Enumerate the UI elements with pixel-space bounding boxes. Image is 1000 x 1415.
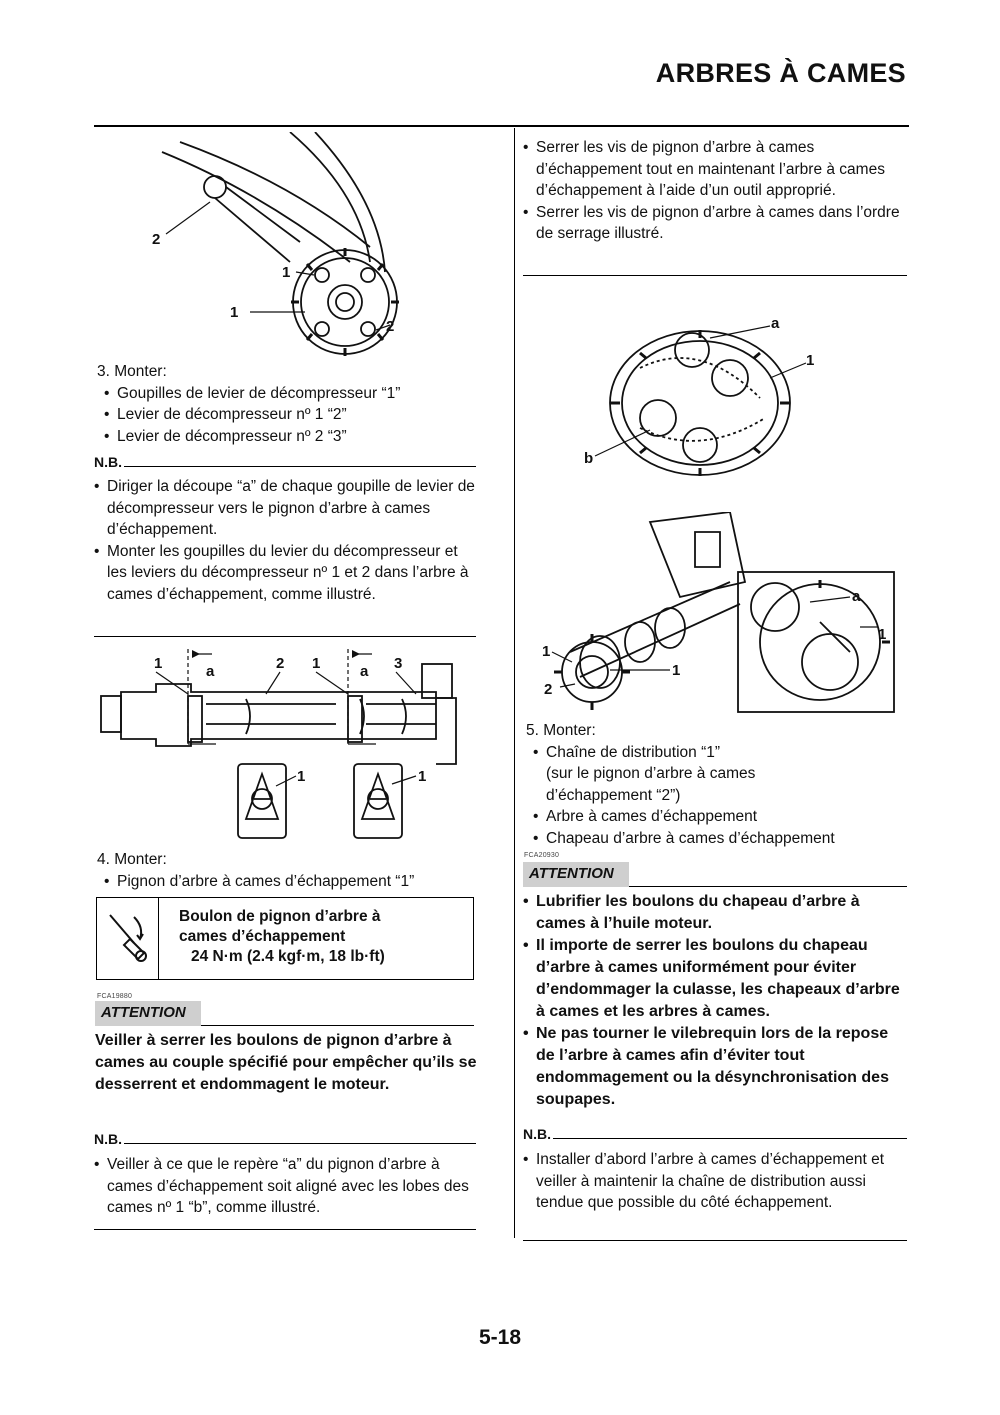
callout-2: 2 <box>276 655 285 672</box>
list-item-detail: d’échappement “2”) <box>546 786 681 804</box>
torque-value: 24 N·m (2.4 kgf·m, 18 lb·ft) <box>191 948 385 965</box>
figure-decompressor-sprocket <box>140 132 460 362</box>
list-item: • Ne pas tourner le vilebrequin lors de la repose de l’arbre à cames afin d’éviter tout endommagement ou la désynchronisation des soupapes. <box>523 1023 907 1111</box>
callout-3: 3 <box>394 655 403 672</box>
callout-1: 1 <box>230 304 239 321</box>
callout-1: 1 <box>806 352 815 369</box>
nb-end-rule <box>94 1229 476 1230</box>
nb-end-rule <box>523 1240 907 1241</box>
nb-list <box>94 1154 476 1219</box>
nb-end-rule <box>94 636 476 637</box>
callout-1: 1 <box>672 662 681 679</box>
torque-label: cames d’échappement <box>179 928 346 945</box>
callout-1: 1 <box>154 655 163 672</box>
callout-1: 1 <box>297 768 306 785</box>
attention-text: Veiller à serrer les boulons de pignon d’arbre à cames au couple spécifié pour empêcher qu’ils se desserrent et endommagent le moteur. <box>95 1032 477 1093</box>
step-5 <box>523 720 907 850</box>
torque-wrench-icon <box>97 898 159 979</box>
step-4-heading: 4. Monter: <box>97 851 167 868</box>
attention-badge: ATTENTION <box>95 1001 201 1026</box>
column-divider <box>514 128 515 1238</box>
callout-a: a <box>206 663 215 680</box>
list-item: • Levier de décompresseur nº 2 “3” <box>104 426 474 448</box>
callout-2: 2 <box>544 681 553 698</box>
list-item: • Il importe de serrer les boulons du chapeau d’arbre à cames uniformément pour éviter d’endommager la culasse, les chapeaux d’arbre à cames et les arbres à cames. <box>523 935 907 1023</box>
attention-code: FCA20930 <box>524 852 560 859</box>
page-title: ARBRES À CAMES <box>655 58 906 88</box>
nb-list <box>94 476 476 606</box>
callout-a: a <box>771 315 780 332</box>
callout-1: 1 <box>312 655 321 672</box>
attention-list <box>523 891 907 1111</box>
list-item: • Serrer les vis de pignon d’arbre à cames d’échappement tout en maintenant l’arbre à cames d’échappement à l’aide d’un outil approprié. <box>523 137 903 202</box>
callout-1: 1 <box>418 768 427 785</box>
list-item: • Levier de décompresseur nº 1 “2” <box>104 404 474 426</box>
list-item: • Pignon d’arbre à cames d’échappement “1” <box>104 871 474 893</box>
list-item: • Monter les goupilles du levier du décompresseur et les leviers du décompresseur nº 1 et 2 dans l’arbre à cames d’échappement, comme illustré. <box>94 541 476 606</box>
attention-rule <box>629 886 907 887</box>
callout-2: 2 <box>386 318 395 335</box>
header-rule <box>94 125 909 127</box>
tightening-instructions <box>523 137 903 245</box>
figure-camshaft-decompressor <box>96 644 468 846</box>
torque-spec-box <box>96 897 474 980</box>
callout-b: b <box>584 450 594 467</box>
attention-code: FCA19880 <box>97 993 133 1000</box>
callout-a: a <box>360 663 369 680</box>
nb-heading: N.B. <box>94 1131 476 1147</box>
callout-1: 1 <box>878 626 887 643</box>
nb-heading: N.B. <box>94 454 476 470</box>
step-3 <box>94 361 474 447</box>
list-item: • Installer d’abord l’arbre à cames d’échappement et veiller à maintenir la chaîne de distribution aussi tendue que possible du côté échappement. <box>523 1149 907 1214</box>
attention-badge: ATTENTION <box>523 862 629 887</box>
figure-sprocket-tightening <box>570 308 830 483</box>
step-4 <box>94 849 474 892</box>
list-item: • Serrer les vis de pignon d’arbre à cames dans l’ordre de serrage illustré. <box>523 202 903 245</box>
list-item: • Chapeau d’arbre à cames d’échappement <box>533 828 907 850</box>
list-item: • Veiller à ce que le repère “a” du pignon d’arbre à cames d’échappement soit aligné avec les lobes des cames nº 1 “b”, comme illustré. <box>94 1154 476 1219</box>
callout-a: a <box>852 588 861 605</box>
callout-1: 1 <box>282 264 291 281</box>
nb-heading: N.B. <box>523 1126 907 1142</box>
list-item: • Goupilles de levier de décompresseur “1” <box>104 383 474 405</box>
step-5-heading: 5. Monter: <box>526 722 596 739</box>
callout-1: 1 <box>542 643 551 660</box>
nb-list <box>523 1149 907 1214</box>
step-3-heading: 3. Monter: <box>97 363 167 380</box>
list-item: • Lubrifier les boulons du chapeau d’arbre à cames à l’huile moteur. <box>523 891 907 935</box>
list-item: • Diriger la découpe “a” de chaque goupille de levier de décompresseur vers le pignon d’arbre à cames d’échappement. <box>94 476 476 541</box>
list-item-detail: (sur le pignon d’arbre à cames <box>546 765 756 783</box>
list-item: • Arbre à cames d’échappement <box>533 806 907 828</box>
section-rule <box>523 275 907 276</box>
attention-rule <box>201 1025 474 1026</box>
callout-2: 2 <box>152 231 161 248</box>
figure-camshaft-installation <box>530 512 898 716</box>
torque-label: Boulon de pignon d’arbre à <box>179 908 381 925</box>
list-item: • Chaîne de distribution “1” <box>533 742 907 764</box>
page-number: 5-18 <box>478 1326 522 1349</box>
